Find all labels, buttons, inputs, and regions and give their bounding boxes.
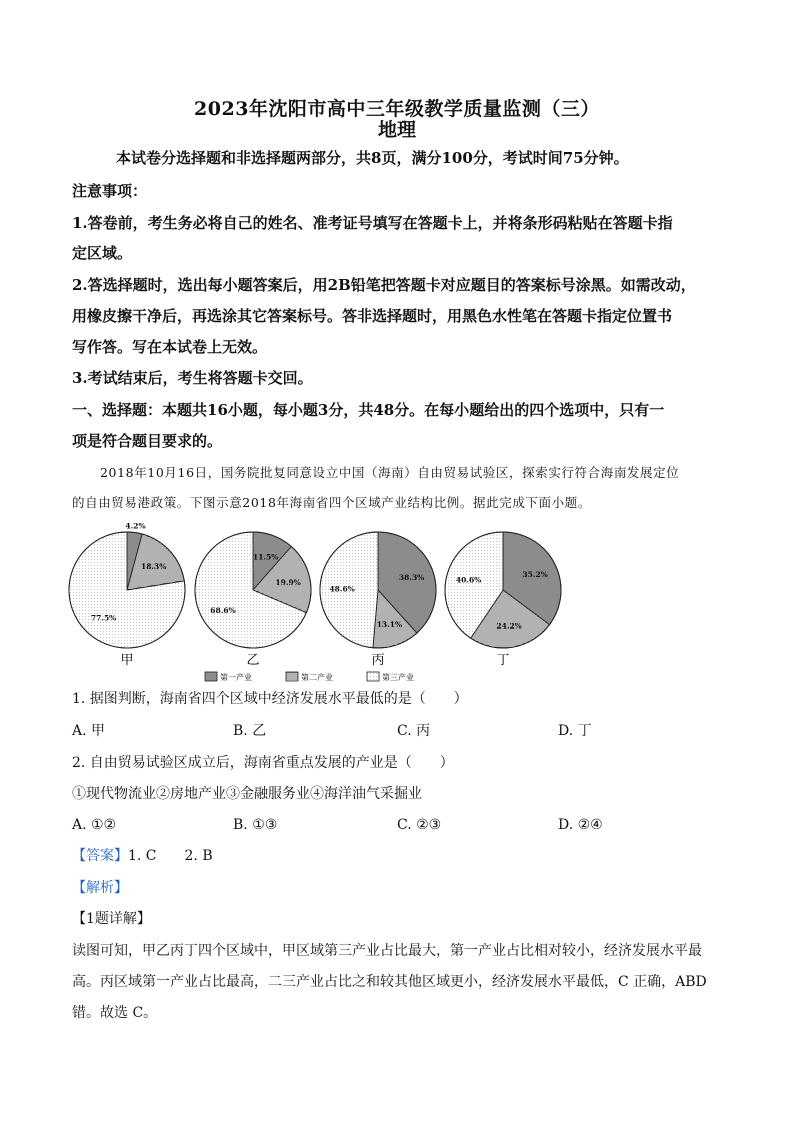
notice-item-1-line-1: 1.答卷前，考生务必将自己的姓名、准考证号填写在答题卡上，并将条形码粘贴在答题卡指: [72, 214, 673, 232]
legend-label-3: 第三产业: [382, 673, 414, 682]
answer-tag: 【答案】: [72, 848, 128, 864]
analysis-line-1: 读图可知，甲乙丙丁四个区域中，甲区域第三产业占比最大，第一产业占比相对较小，经济发展水平最: [72, 943, 702, 959]
chart-legend: [205, 672, 414, 682]
answer-line: [72, 846, 213, 866]
question-stem-line-1: 2018年10月16日，国务院批复同意设立中国（海南）自由贸易试验区，探索实行符合海南发展定位: [100, 465, 680, 480]
exam-intro: 本试卷分选择题和非选择题两部分，共8页，满分100分，考试时间75分钟。: [116, 149, 629, 167]
pie-label-bing-3: 48.6%: [329, 584, 355, 594]
legend-swatch-3: [367, 672, 379, 681]
pie-label-jia-2: 18.3%: [140, 562, 167, 571]
question-2-option-d[interactable]: D. ②④: [558, 817, 603, 833]
question-1-text: 1. 据图判断，海南省四个区域中经济发展水平最低的是（ ）: [72, 691, 468, 707]
pie-region-label-jia: 甲: [120, 653, 134, 668]
pie-bing: [320, 532, 436, 668]
pie-ding: [445, 532, 561, 668]
legend-label-2: 第二产业: [301, 673, 333, 682]
pie-label-yi-3: 68.6%: [210, 605, 236, 615]
analysis-tag: [72, 878, 128, 898]
pie-label-yi-2: 19.9%: [275, 578, 301, 587]
question-2-text: 2. 自由贸易试验区成立后，海南省重点发展的产业是（ ）: [72, 755, 454, 771]
page-title: 2023年沈阳市高中三年级教学质量监测（三）: [194, 98, 600, 120]
pie-region-label-yi: 乙: [246, 653, 260, 668]
pie-label-ding-2: 24.2%: [496, 621, 522, 631]
analysis-tag-text: 【解析】: [72, 880, 128, 896]
analysis-line-3: 错。故选 C。: [72, 1005, 158, 1021]
answer-value: 1. C 2. B: [128, 848, 213, 864]
question-stem-line-2: 的自由贸易港政策。下图示意2018年海南省四个区域产业结构比例。据此完成下面小题。: [72, 495, 591, 510]
pie-yi: [195, 532, 311, 668]
question-1-option-d[interactable]: D. 丁: [558, 723, 592, 739]
notice-item-2-line-1: 2.答选择题时，选出每小题答案后，用2B铅笔把答题卡对应题目的答案标号涂黑。如需改动，: [72, 276, 696, 294]
notice-item-2-line-3: 写作答。写在本试卷上无效。: [72, 338, 268, 356]
notice-item-3: 3.考试结束后，考生将答题卡交回。: [72, 369, 313, 387]
pie-label-bing-1: 38.3%: [398, 573, 425, 583]
pie-label-bing-2: 13.1%: [376, 620, 403, 630]
industry-structure-pie-charts: [60, 522, 580, 688]
notice-item-2-line-2: 用橡皮擦干净后，再选涂其它答案标号。答非选择题时，用黑色水性笔在答题卡指定位置书: [72, 307, 673, 325]
legend-swatch-1: [205, 672, 217, 681]
question-2-statements: ①现代物流业②房地产业③金融服务业④海洋油气采掘业: [72, 786, 422, 802]
question-2-option-a[interactable]: A. ①②: [72, 817, 117, 833]
pie-label-jia-3: 77.5%: [90, 613, 117, 623]
question-1-option-a[interactable]: A. 甲: [72, 723, 106, 739]
pie-label-yi-1: 11.5%: [252, 552, 279, 562]
pie-label-ding-1: 35.2%: [522, 569, 548, 579]
question-2-option-b[interactable]: B. ①③: [233, 817, 278, 833]
section-heading-line-2: 项是符合题目要求的。: [72, 432, 223, 450]
analysis-line-2: 高。丙区域第一产业占比最高，二三产业占比之和较其他区域更小，经济发展水平最低，C 正确，ABD: [72, 974, 707, 990]
pie-region-label-ding: 丁: [496, 653, 510, 668]
question-1-detail-tag: 【1题详解】: [72, 911, 151, 927]
question-1-option-b[interactable]: B. 乙: [233, 723, 267, 739]
question-1-option-c[interactable]: C. 丙: [397, 723, 431, 739]
notice-heading: 注意事项：: [72, 182, 148, 200]
notice-item-1-line-2: 定区域。: [72, 244, 133, 262]
subject-title: 地理: [377, 119, 416, 141]
pie-label-ding-3: 40.6%: [455, 575, 482, 585]
question-2-option-c[interactable]: C. ②③: [397, 817, 442, 833]
legend-label-1: 第一产业: [220, 673, 252, 682]
pie-label-jia-1: 4.2%: [125, 522, 146, 531]
section-heading-line-1: 一、选择题：本题共16小题，每小题3分，共48分。在每小题给出的四个选项中，只有一: [72, 401, 665, 419]
pie-region-label-bing: 丙: [371, 653, 385, 668]
pie-jia: [69, 522, 185, 668]
legend-swatch-2: [286, 672, 298, 681]
